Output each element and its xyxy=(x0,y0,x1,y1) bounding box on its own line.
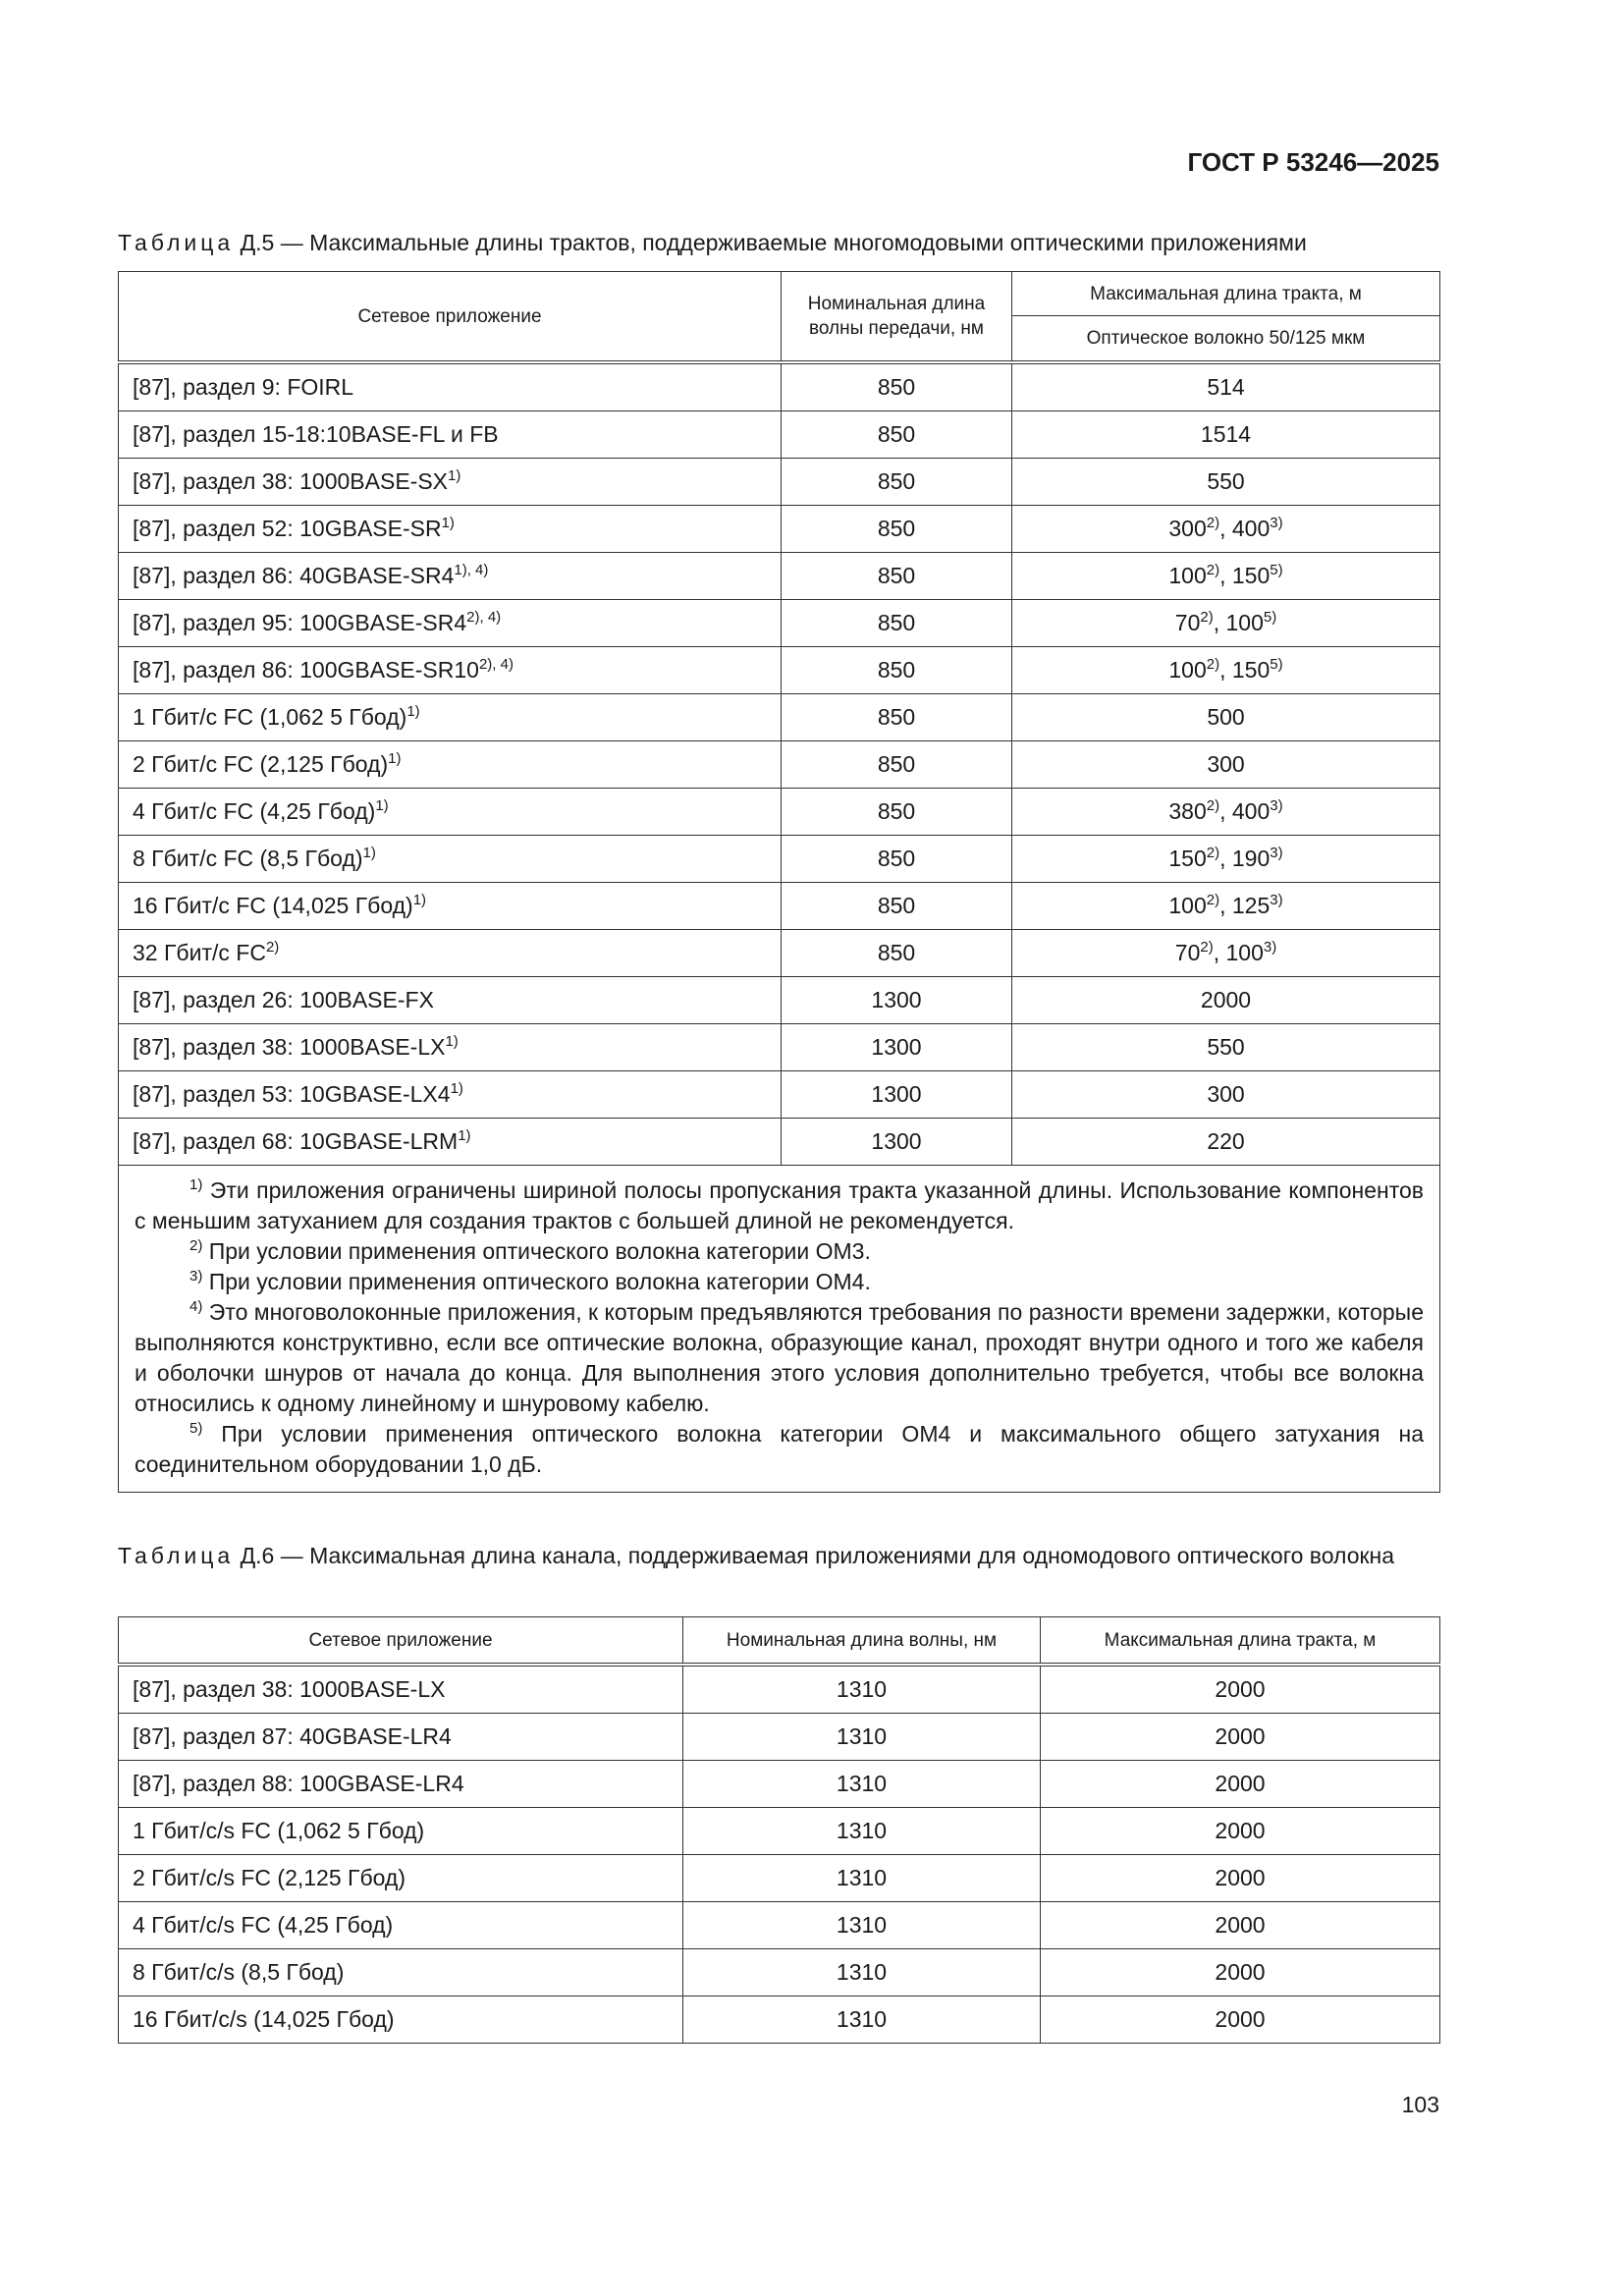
footnote-ref: 1) xyxy=(458,1127,471,1144)
table-row xyxy=(119,789,1440,836)
caption-text: Д.6 — Максимальная длина канала, поддерживаемая приложениями для одномодового оптического волокна xyxy=(234,1543,1395,1568)
cell-max-length: 2000 xyxy=(1041,1996,1440,2044)
footnote-ref: 2) xyxy=(1206,797,1220,814)
length-value: 300 xyxy=(1207,751,1245,777)
cell-max-length xyxy=(1012,411,1440,459)
cell-max-length xyxy=(1012,647,1440,694)
application-name: [87], раздел 52: 10GBASE-SR xyxy=(133,516,442,541)
footnote xyxy=(135,1297,1424,1419)
cell-wavelength: 850 xyxy=(782,362,1012,411)
cell-application xyxy=(119,789,782,836)
cell-application: 8 Гбит/c/s (8,5 Гбод) xyxy=(119,1949,683,1996)
cell-max-length xyxy=(1012,553,1440,600)
table-d6-body xyxy=(119,1665,1440,2044)
footnote-ref: 2) xyxy=(1206,656,1220,673)
length-value: , 100 xyxy=(1213,940,1264,965)
document-id: ГОСТ Р 53246—2025 xyxy=(1187,147,1439,177)
table-row xyxy=(119,694,1440,741)
length-value: 550 xyxy=(1207,1034,1245,1060)
application-name: [87], раздел 38: 1000BASE-LX xyxy=(133,1034,446,1060)
table-row xyxy=(119,1761,1440,1808)
cell-max-length xyxy=(1012,883,1440,930)
cell-application: 16 Гбит/c/s (14,025 Гбод) xyxy=(119,1996,683,2044)
table-row xyxy=(119,411,1440,459)
cell-wavelength: 850 xyxy=(782,930,1012,977)
cell-wavelength: 850 xyxy=(782,694,1012,741)
table-row xyxy=(119,1024,1440,1071)
cell-application: 1 Гбит/c/s FC (1,062 5 Гбод) xyxy=(119,1808,683,1855)
application-name: 4 Гбит/с FC (4,25 Гбод) xyxy=(133,798,376,824)
application-name: 16 Гбит/с FC (14,025 Гбод) xyxy=(133,893,413,918)
footnote-ref: 3) xyxy=(1270,845,1283,861)
cell-wavelength: 1300 xyxy=(782,1071,1012,1119)
table-row xyxy=(119,600,1440,647)
table-row xyxy=(119,883,1440,930)
cell-application xyxy=(119,553,782,600)
footnote-ref: 5) xyxy=(1270,656,1283,673)
caption-prefix: Таблица xyxy=(118,1543,235,1568)
cell-application xyxy=(119,459,782,506)
footnote-ref: 1) xyxy=(412,892,427,908)
footnote-mark: 2) xyxy=(189,1237,203,1254)
cell-wavelength: 1300 xyxy=(782,977,1012,1024)
cell-wavelength: 1310 xyxy=(683,1761,1041,1808)
cell-max-length: 2000 xyxy=(1041,1949,1440,1996)
cell-application xyxy=(119,836,782,883)
cell-application: [87], раздел 38: 1000BASE-LX xyxy=(119,1665,683,1714)
table-d5 xyxy=(118,271,1440,1493)
footnote-ref: 2) xyxy=(1206,892,1220,908)
header-fiber-type: Оптическое волокно 50/125 мкм xyxy=(1012,316,1440,363)
footnote-ref: 1), 4) xyxy=(454,562,489,578)
cell-wavelength: 850 xyxy=(782,506,1012,553)
length-value: 300 xyxy=(1207,1081,1245,1107)
cell-max-length xyxy=(1012,789,1440,836)
length-value: , 150 xyxy=(1219,563,1271,588)
cell-application xyxy=(119,362,782,411)
page-number: 103 xyxy=(1401,2092,1439,2117)
application-name: 32 Гбит/с FC xyxy=(133,940,266,965)
cell-max-length: 2000 xyxy=(1041,1714,1440,1761)
footnote-mark: 3) xyxy=(189,1268,203,1285)
application-name: [87], раздел 26: 100BASE-FX xyxy=(133,987,434,1012)
cell-application xyxy=(119,930,782,977)
footnote-ref: 1) xyxy=(441,515,455,531)
footnote-ref: 1) xyxy=(445,1033,459,1050)
footnote-ref: 3) xyxy=(1270,797,1283,814)
table-row xyxy=(119,1902,1440,1949)
footnote-ref: 1) xyxy=(362,845,376,861)
length-value: 70 xyxy=(1174,940,1201,965)
footnote-ref: 1) xyxy=(375,797,389,814)
footnote-ref: 3) xyxy=(1263,939,1277,956)
footnote-ref: 2) xyxy=(1206,845,1220,861)
caption-text: Д.5 — Максимальные длины трактов, поддерживаемые многомодовыми оптическими приложениями xyxy=(234,230,1307,255)
cell-application xyxy=(119,883,782,930)
cell-wavelength: 1310 xyxy=(683,1808,1041,1855)
length-value: , 125 xyxy=(1219,893,1271,918)
cell-max-length xyxy=(1012,694,1440,741)
cell-max-length xyxy=(1012,459,1440,506)
cell-max-length: 2000 xyxy=(1041,1902,1440,1949)
table-row xyxy=(119,741,1440,789)
caption-prefix: Таблица xyxy=(118,230,235,255)
cell-max-length: 2000 xyxy=(1041,1761,1440,1808)
length-value: , 190 xyxy=(1219,846,1271,871)
cell-wavelength: 850 xyxy=(782,459,1012,506)
table-row xyxy=(119,647,1440,694)
table-d6 xyxy=(118,1616,1440,2044)
cell-max-length xyxy=(1012,362,1440,411)
cell-wavelength: 1310 xyxy=(683,1996,1041,2044)
cell-wavelength: 1310 xyxy=(683,1855,1041,1902)
length-value: 150 xyxy=(1168,846,1207,871)
footnote-mark: 5) xyxy=(189,1420,203,1437)
length-value: 514 xyxy=(1207,374,1245,400)
length-value: , 400 xyxy=(1219,516,1271,541)
table-row xyxy=(119,1714,1440,1761)
length-value: 100 xyxy=(1168,893,1207,918)
cell-wavelength: 1300 xyxy=(782,1024,1012,1071)
header-wavelength: Номинальная длина волны передачи, нм xyxy=(782,272,1012,363)
cell-max-length xyxy=(1012,930,1440,977)
cell-max-length xyxy=(1012,600,1440,647)
table-row xyxy=(119,1808,1440,1855)
application-name: [87], раздел 9: FOIRL xyxy=(133,374,354,400)
cell-wavelength: 850 xyxy=(782,741,1012,789)
cell-max-length: 2000 xyxy=(1041,1855,1440,1902)
length-value: 2000 xyxy=(1200,987,1252,1012)
length-value: 100 xyxy=(1168,563,1207,588)
cell-application xyxy=(119,1071,782,1119)
header-max-length: Максимальная длина тракта, м xyxy=(1041,1617,1440,1666)
table-row xyxy=(119,1855,1440,1902)
length-value: , 100 xyxy=(1213,610,1264,635)
cell-application xyxy=(119,647,782,694)
footnote xyxy=(135,1175,1424,1236)
length-value: 380 xyxy=(1168,798,1207,824)
application-name: [87], раздел 86: 40GBASE-SR4 xyxy=(133,563,455,588)
footnote-ref: 2) xyxy=(1206,562,1220,578)
footnote-ref: 5) xyxy=(1263,609,1277,626)
footnote-ref: 1) xyxy=(406,703,420,720)
table-d6-caption xyxy=(118,1541,1439,1571)
cell-max-length xyxy=(1012,977,1440,1024)
footnote-mark: 1) xyxy=(189,1176,203,1193)
cell-wavelength: 1310 xyxy=(683,1949,1041,1996)
footnote-ref: 1) xyxy=(448,467,461,484)
cell-wavelength: 850 xyxy=(782,411,1012,459)
cell-max-length xyxy=(1012,1119,1440,1166)
footnote-ref: 2) xyxy=(1200,939,1214,956)
cell-wavelength: 850 xyxy=(782,600,1012,647)
application-name: 2 Гбит/с FC (2,125 Гбод) xyxy=(133,751,389,777)
application-name: 8 Гбит/с FC (8,5 Гбод) xyxy=(133,846,363,871)
footnote-text: При условии применения оптического волокна категории ОМ3. xyxy=(202,1238,871,1264)
footnote-ref: 2) xyxy=(265,939,280,956)
footnote-ref: 1) xyxy=(388,750,402,767)
footnote-ref: 2), 4) xyxy=(466,609,502,626)
header-network-application: Сетевое приложение xyxy=(119,272,782,363)
length-value: , 400 xyxy=(1219,798,1271,824)
cell-application xyxy=(119,411,782,459)
cell-application xyxy=(119,1119,782,1166)
cell-max-length xyxy=(1012,1071,1440,1119)
application-name: [87], раздел 53: 10GBASE-LX4 xyxy=(133,1081,451,1107)
cell-application: 4 Гбит/c/s FC (4,25 Гбод) xyxy=(119,1902,683,1949)
table-row xyxy=(119,977,1440,1024)
cell-wavelength: 850 xyxy=(782,553,1012,600)
footnote-mark: 4) xyxy=(189,1298,203,1315)
application-name: [87], раздел 38: 1000BASE-SX xyxy=(133,468,449,494)
cell-application xyxy=(119,977,782,1024)
table-row xyxy=(119,1071,1440,1119)
footnote xyxy=(135,1419,1424,1480)
length-value: 220 xyxy=(1207,1128,1245,1154)
cell-wavelength: 850 xyxy=(782,647,1012,694)
cell-application: [87], раздел 87: 40GBASE-LR4 xyxy=(119,1714,683,1761)
table-row xyxy=(119,506,1440,553)
length-value: 100 xyxy=(1168,657,1207,683)
table-row xyxy=(119,1665,1440,1714)
cell-max-length xyxy=(1012,836,1440,883)
application-name: [87], раздел 86: 100GBASE-SR10 xyxy=(133,657,479,683)
table-row xyxy=(119,1996,1440,2044)
table-notes xyxy=(119,1166,1440,1493)
footnote-text: Это многоволоконные приложения, к которым предъявляются требования по разности времени задержки, которые выполняются конструктивно, если все оптические волокна, образующие канал, проходят внутри одного и того же кабеля и оболочки шнуров от начала до конца. Для выполнения этого условия дополнительно требуется, чтобы все волокна относились к одному линейному и шнуровому кабелю. xyxy=(135,1299,1424,1416)
footnote-ref: 3) xyxy=(1270,515,1283,531)
length-value: 1514 xyxy=(1200,421,1252,447)
cell-max-length xyxy=(1012,1024,1440,1071)
header-max-length: Максимальная длина тракта, м xyxy=(1012,272,1440,316)
footnote-text: Эти приложения ограничены шириной полосы пропускания тракта указанной длины. Использование компонентов с меньшим затуханием для создания трактов с большей длиной не рекомендуется. xyxy=(135,1177,1424,1233)
table-row xyxy=(119,930,1440,977)
cell-application: 2 Гбит/c/s FC (2,125 Гбод) xyxy=(119,1855,683,1902)
table-d5-caption xyxy=(118,228,1439,258)
header-wavelength: Номинальная длина волны, нм xyxy=(683,1617,1041,1666)
footnote xyxy=(135,1236,1424,1267)
length-value: 550 xyxy=(1207,468,1245,494)
table-row xyxy=(119,459,1440,506)
cell-application xyxy=(119,1024,782,1071)
cell-max-length: 2000 xyxy=(1041,1808,1440,1855)
table-d5-body xyxy=(119,362,1440,1493)
length-value: , 150 xyxy=(1219,657,1271,683)
table-row xyxy=(119,1949,1440,1996)
length-value: 70 xyxy=(1174,610,1201,635)
cell-wavelength: 1310 xyxy=(683,1714,1041,1761)
cell-wavelength: 1310 xyxy=(683,1902,1041,1949)
cell-wavelength: 1300 xyxy=(782,1119,1012,1166)
footnote-text: При условии применения оптического волокна категории ОМ4 и максимального общего затухания на соединительном оборудовании 1,0 дБ. xyxy=(135,1421,1424,1477)
cell-wavelength: 1310 xyxy=(683,1665,1041,1714)
table-row xyxy=(119,362,1440,411)
cell-application xyxy=(119,741,782,789)
table-row xyxy=(119,553,1440,600)
application-name: [87], раздел 15-18:10BASE-FL и FB xyxy=(133,421,499,447)
cell-wavelength: 850 xyxy=(782,836,1012,883)
cell-max-length xyxy=(1012,741,1440,789)
header-network-application: Сетевое приложение xyxy=(119,1617,683,1666)
footnote xyxy=(135,1267,1424,1297)
notes-cell xyxy=(119,1166,1440,1493)
cell-wavelength: 850 xyxy=(782,883,1012,930)
cell-application xyxy=(119,506,782,553)
application-name: [87], раздел 68: 10GBASE-LRM xyxy=(133,1128,459,1154)
footnote-ref: 2) xyxy=(1200,609,1214,626)
cell-max-length: 2000 xyxy=(1041,1665,1440,1714)
cell-application xyxy=(119,600,782,647)
application-name: 1 Гбит/с FC (1,062 5 Гбод) xyxy=(133,704,407,730)
footnote-text: При условии применения оптического волокна категории ОМ4. xyxy=(202,1269,871,1294)
table-row xyxy=(119,1119,1440,1166)
cell-application: [87], раздел 88: 100GBASE-LR4 xyxy=(119,1761,683,1808)
footnote-ref: 1) xyxy=(450,1080,463,1097)
table-row xyxy=(119,836,1440,883)
length-value: 500 xyxy=(1207,704,1245,730)
cell-application xyxy=(119,694,782,741)
cell-max-length xyxy=(1012,506,1440,553)
footnote-ref: 3) xyxy=(1270,892,1283,908)
cell-wavelength: 850 xyxy=(782,789,1012,836)
footnote-ref: 2) xyxy=(1206,515,1220,531)
application-name: [87], раздел 95: 100GBASE-SR4 xyxy=(133,610,467,635)
footnote-ref: 2), 4) xyxy=(478,656,514,673)
footnote-ref: 5) xyxy=(1270,562,1283,578)
length-value: 300 xyxy=(1168,516,1207,541)
